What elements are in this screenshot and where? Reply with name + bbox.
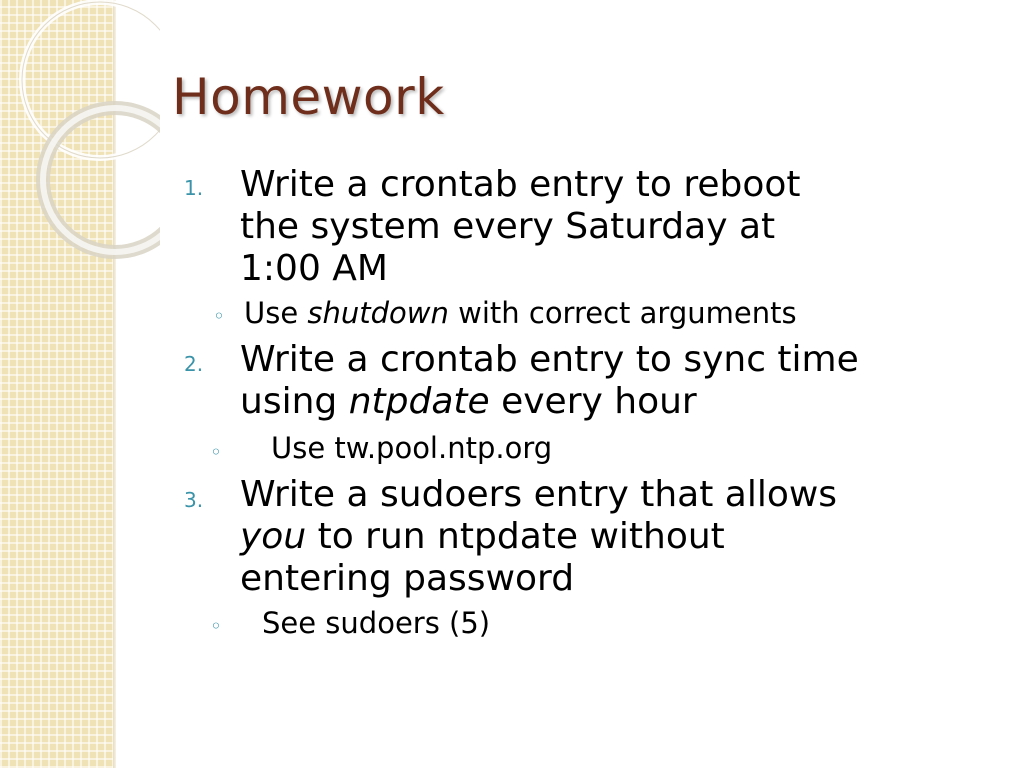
- decorative-circles: [0, 0, 160, 260]
- sub-item-2: Use tw.pool.ntp.org: [271, 431, 553, 465]
- sub-item-1-pre: Use: [244, 296, 308, 330]
- list-item-2-line-2: [240, 381, 1000, 423]
- sub-item-1-emphasis: shutdown: [307, 296, 449, 330]
- slide-title: Homework: [172, 68, 445, 126]
- sub-item-3: See sudoers (5): [262, 606, 491, 640]
- sub-item-1: [244, 296, 797, 330]
- list-item-1: [240, 164, 1000, 290]
- sub-bullet-2: ◦: [210, 440, 222, 464]
- list-item-1-line-1: Write a crontab entry to reboot: [240, 164, 801, 205]
- sub-bullet-3: ◦: [210, 614, 222, 638]
- decorative-circle-upper: [22, 2, 160, 158]
- list-item-2-line-2-pre: using: [240, 381, 349, 422]
- list-item-3: [240, 474, 1000, 600]
- sub-bullet-1: ◦: [213, 304, 225, 328]
- sub-item-1-post: with correct arguments: [448, 296, 797, 330]
- list-item-3-line-3: entering password: [240, 558, 575, 599]
- list-item-1-line-3: 1:00 AM: [240, 248, 388, 289]
- list-item-3-line-1: Write a sudoers entry that allows: [240, 474, 838, 515]
- decorative-circle-lower-highlight: [43, 108, 160, 252]
- list-item-2-line-1: Write a crontab entry to sync time: [240, 339, 859, 380]
- item-number-2: 2.: [184, 352, 204, 376]
- list-item-3-line-2-post: to run ntpdate without: [306, 516, 725, 557]
- list-item-3-emphasis: you: [240, 516, 307, 557]
- list-item-2-emphasis: ntpdate: [348, 381, 490, 422]
- list-item-1-line-2: the system every Saturday at: [240, 206, 776, 247]
- list-item-3-line-2: [240, 516, 1000, 558]
- item-number-1: 1.: [184, 176, 204, 200]
- list-item-2-line-2-post: every hour: [489, 381, 697, 422]
- item-number-3: 3.: [184, 488, 204, 512]
- list-item-2: [240, 339, 1000, 423]
